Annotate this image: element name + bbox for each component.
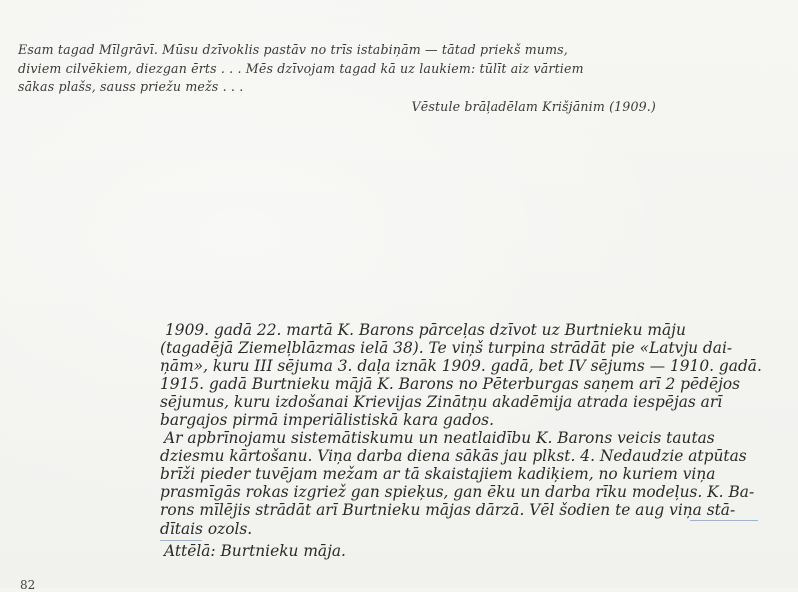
body-line: rons mīlējis strādāt arī Burtnieku mājas dārzā. Vēl šodien te aug viņa stā- bbox=[160, 501, 736, 520]
body-line: 1909. gadā 22. martā K. Barons pārceļas dzīvot uz Burtnieku māju bbox=[165, 321, 686, 339]
body-line: ņām», kuru III sējuma 3. daļa iznāk 1909. gadā, bet IV sējums — 1910. gadā. bbox=[160, 357, 762, 376]
page-number: 82 bbox=[20, 578, 36, 592]
body-line: sējumus, kuru izdošanai Krievijas Zinātņu akadēmija atrada iespējas arī bbox=[160, 393, 723, 412]
epigraph-line: sākas plašs, sauss priežu mežs . . . bbox=[18, 79, 244, 94]
body-line: prasmīgās rokas izgriež gan spieķus, gan ēku un darba rīku modeļus. K. Ba- bbox=[160, 483, 755, 502]
body-line: dītais ozols. bbox=[160, 519, 253, 538]
epigraph-attribution: Vēstule brāļadēlam Krišjānim (1909.) bbox=[411, 98, 656, 114]
body-line: (tagadējā Ziemeļblāzmas ielā 38). Te viņš turpina strādāt pie «Latvju dai- bbox=[160, 339, 733, 358]
epigraph bbox=[18, 41, 658, 116]
body-line: brīži pieder tuvējam mežam ar tā skaistajiem kadiķiem, no kuriem viņa bbox=[160, 465, 716, 484]
body-line: dziesmu kārtošanu. Viņa darba diena sākās jau plkst. 4. Nedaudzie atpūtas bbox=[160, 447, 747, 466]
figure-caption: Attēlā: Burtnieku māja. bbox=[164, 541, 346, 560]
body-line: bargajos pirmā imperiālistiskā kara gados. bbox=[160, 411, 494, 430]
epigraph-line: Esam tagad Mīlgrāvī. Mūsu dzīvoklis pastāv no trīs istabiņām — tātad priekš mums, bbox=[18, 42, 568, 57]
body-line: 1915. gadā Burtnieku mājā K. Barons no Pēterburgas saņem arī 2 pēdējos bbox=[160, 375, 741, 394]
body-paragraphs bbox=[160, 321, 770, 560]
body-line: Ar apbrīnojamu sistemātiskumu un neatlaidību K. Barons veicis tautas bbox=[164, 429, 715, 448]
epigraph-line: diviem cilvēkiem, diezgan ērts . . . Mēs dzīvojam tagad kā uz laukiem: tūlīt aiz vārtiem bbox=[18, 60, 584, 76]
